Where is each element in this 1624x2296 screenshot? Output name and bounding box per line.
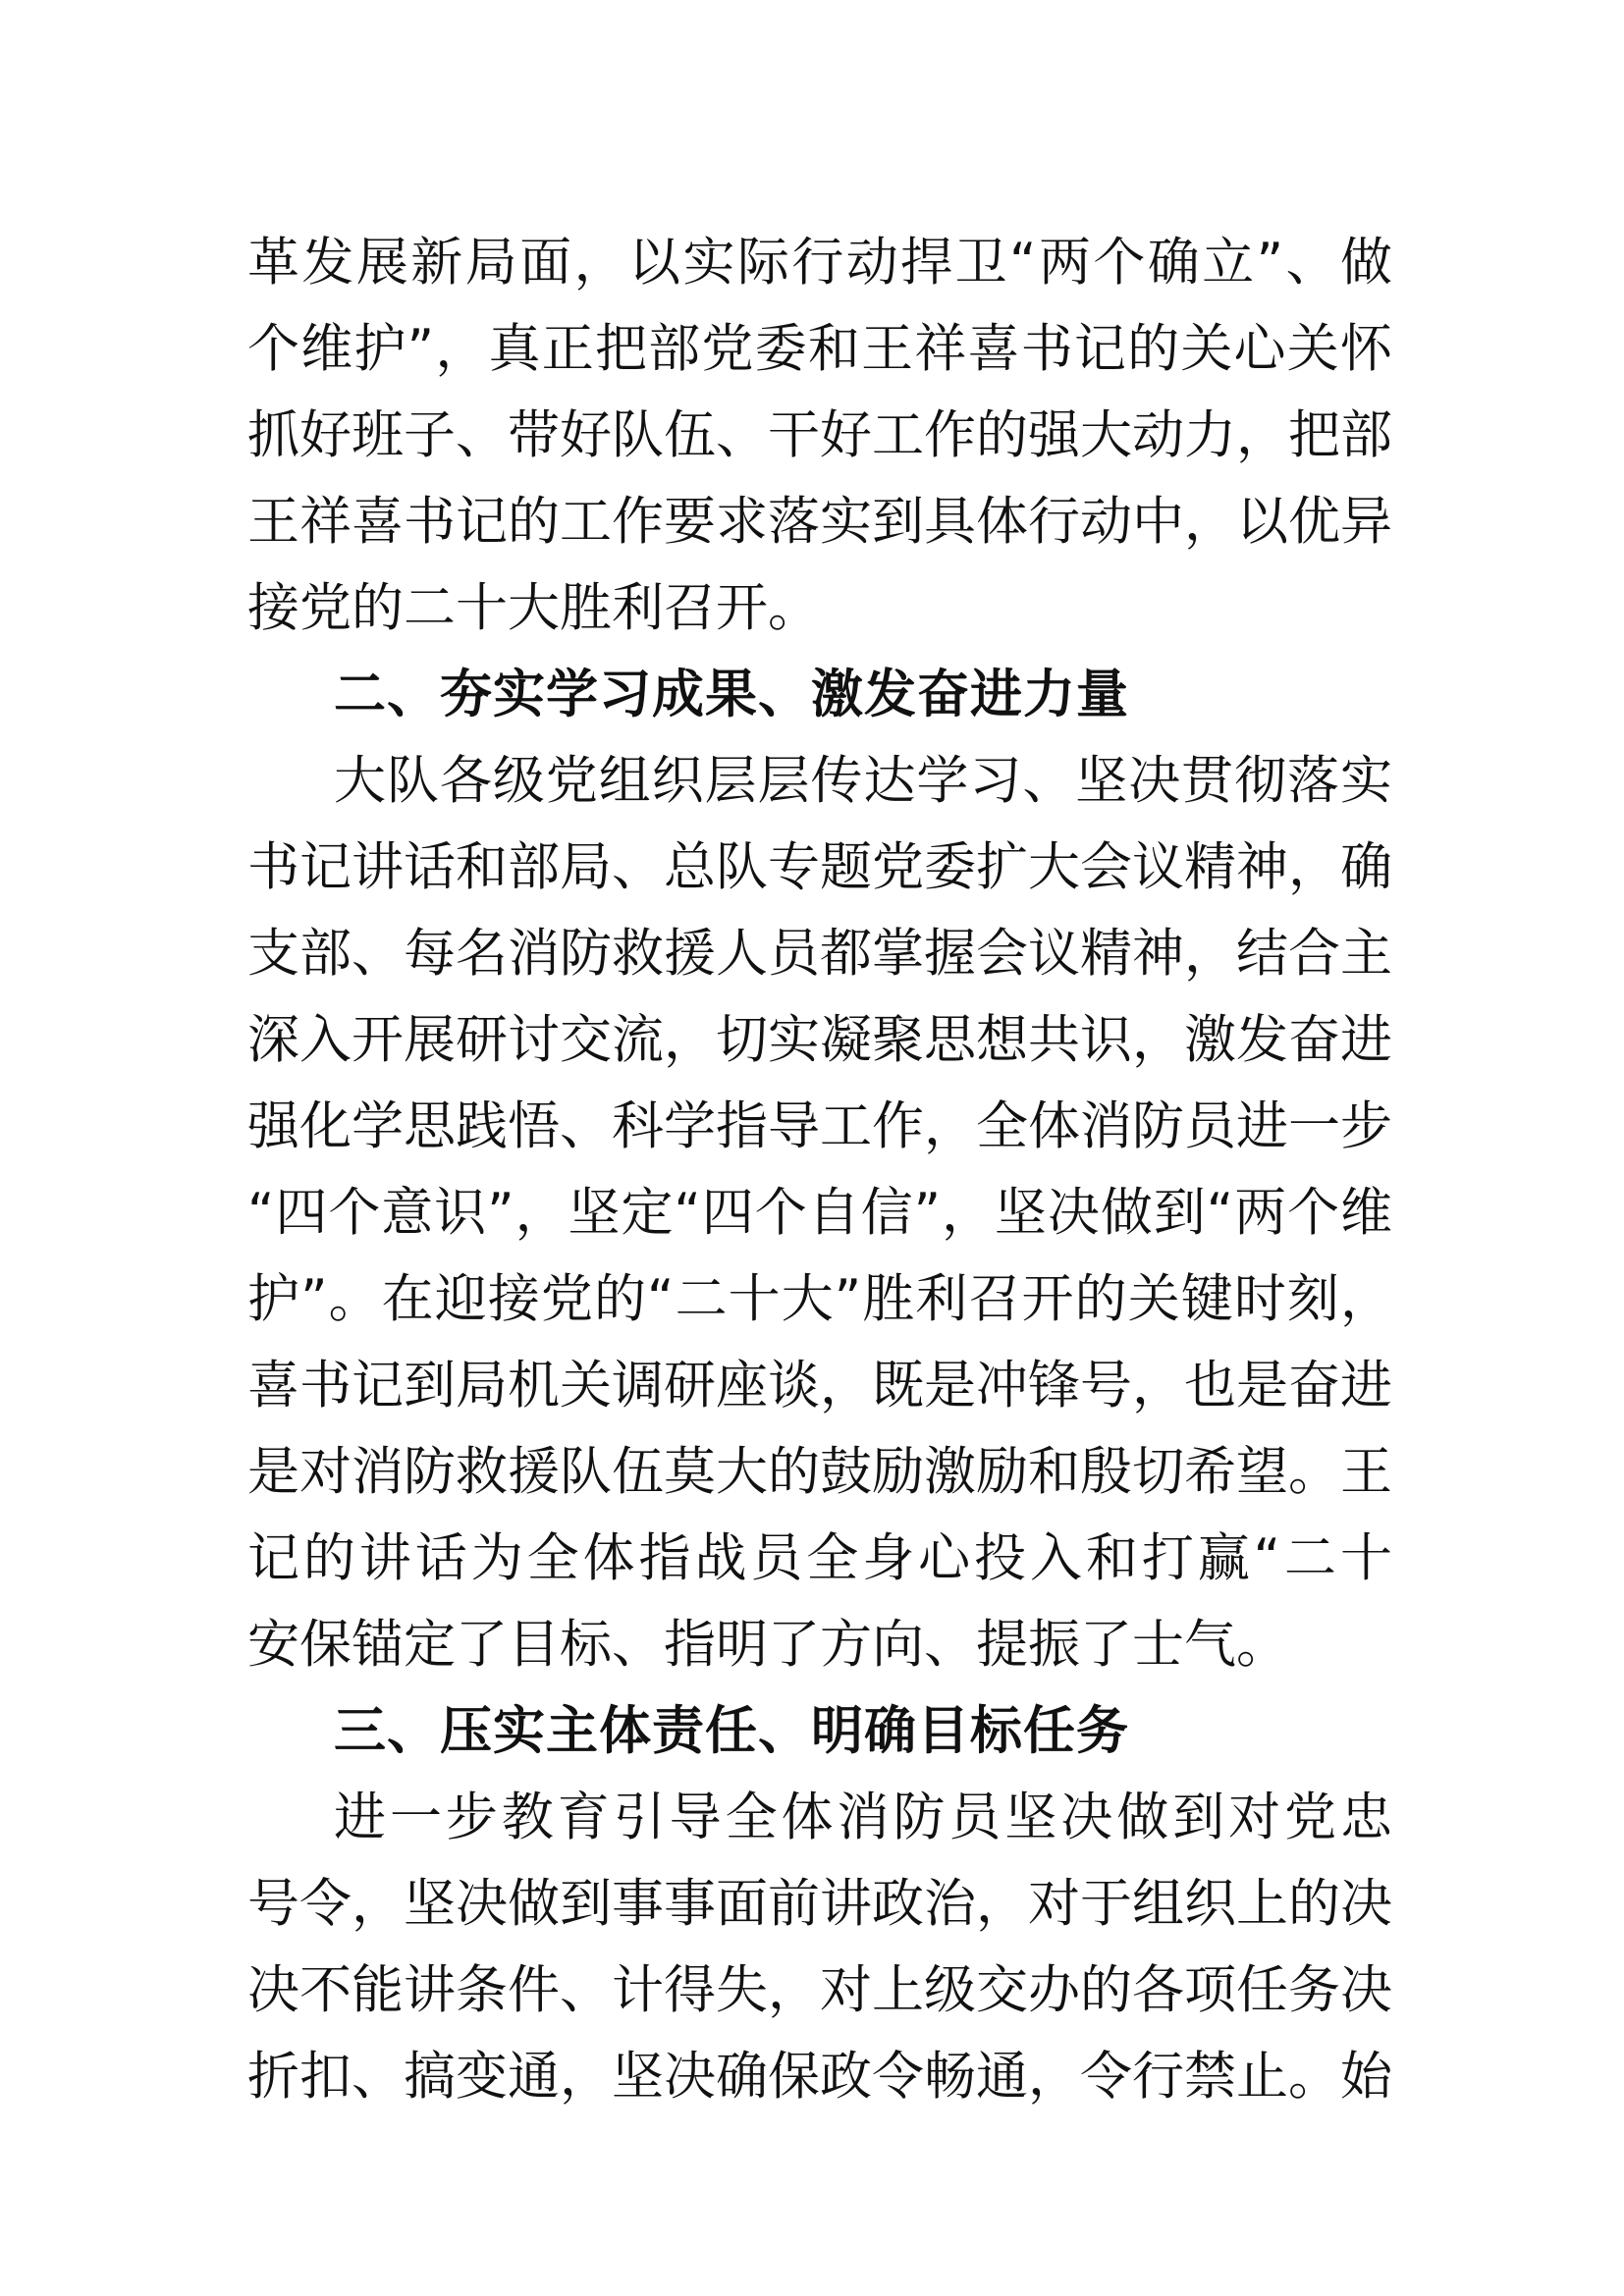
paragraph-line: 号令，坚决做到事事面前讲政治，对于组织上的决 [247,1874,1392,1934]
paragraph-line: 个维护”，真正把部党委和王祥喜书记的关心关怀 [247,319,1392,379]
paragraph-line: 进一步教育引导全体消防员坚决做到对党忠 [334,1788,1392,1847]
paragraph-line: 王祥喜书记的工作要求落实到具体行动中，以优异 [247,492,1392,552]
paragraph-line: 抓好班子、带好队伍、干好工作的强大动力，把部 [247,405,1392,465]
section-heading: 三、压实主体责任、明确目标任务 [334,1701,1129,1761]
paragraph-line: 安保锚定了目标、指明了方向、提振了士气。 [247,1615,1288,1675]
paragraph-line: 是对消防救援队伍莫大的鼓励激励和殷切希望。王 [247,1442,1392,1502]
section-heading: 二、夯实学习成果、激发奋进力量 [334,665,1129,724]
paragraph-line: 喜书记到局机关调研座谈，既是冲锋号，也是奋进 [247,1356,1392,1415]
paragraph-line: 记的讲话为全体指战员全身心投入和打赢“二十 [247,1528,1392,1588]
document-body [247,220,1392,2120]
paragraph-line: “四个意识”，坚定“四个自信”，坚决做到“两个维 [247,1183,1392,1243]
paragraph-line: 深入开展研讨交流，切实凝聚思想共识，激发奋进 [247,1010,1392,1070]
paragraph-line: 折扣、搞变通，坚决确保政令畅通，令行禁止。始 [247,2047,1392,2107]
paragraph-line: 支部、每名消防救援人员都掌握会议精神，结合主 [247,924,1392,984]
paragraph-line: 决不能讲条件、计得失，对上级交办的各项任务决 [247,1960,1392,2020]
paragraph-line: 接党的二十大胜利召开。 [247,578,820,638]
paragraph-line: 护”。在迎接党的“二十大”胜利召开的关键时刻， [247,1269,1392,1329]
paragraph-line: 书记讲话和部局、总队专题党委扩大会议精神，确 [247,837,1392,897]
paragraph-line: 强化学思践悟、科学指导工作，全体消防员进一步 [247,1096,1392,1156]
paragraph-line: 大队各级党组织层层传达学习、坚决贯彻落实 [334,751,1392,811]
paragraph-line: 革发展新局面，以实际行动捍卫“两个确立”、做 [247,233,1392,293]
